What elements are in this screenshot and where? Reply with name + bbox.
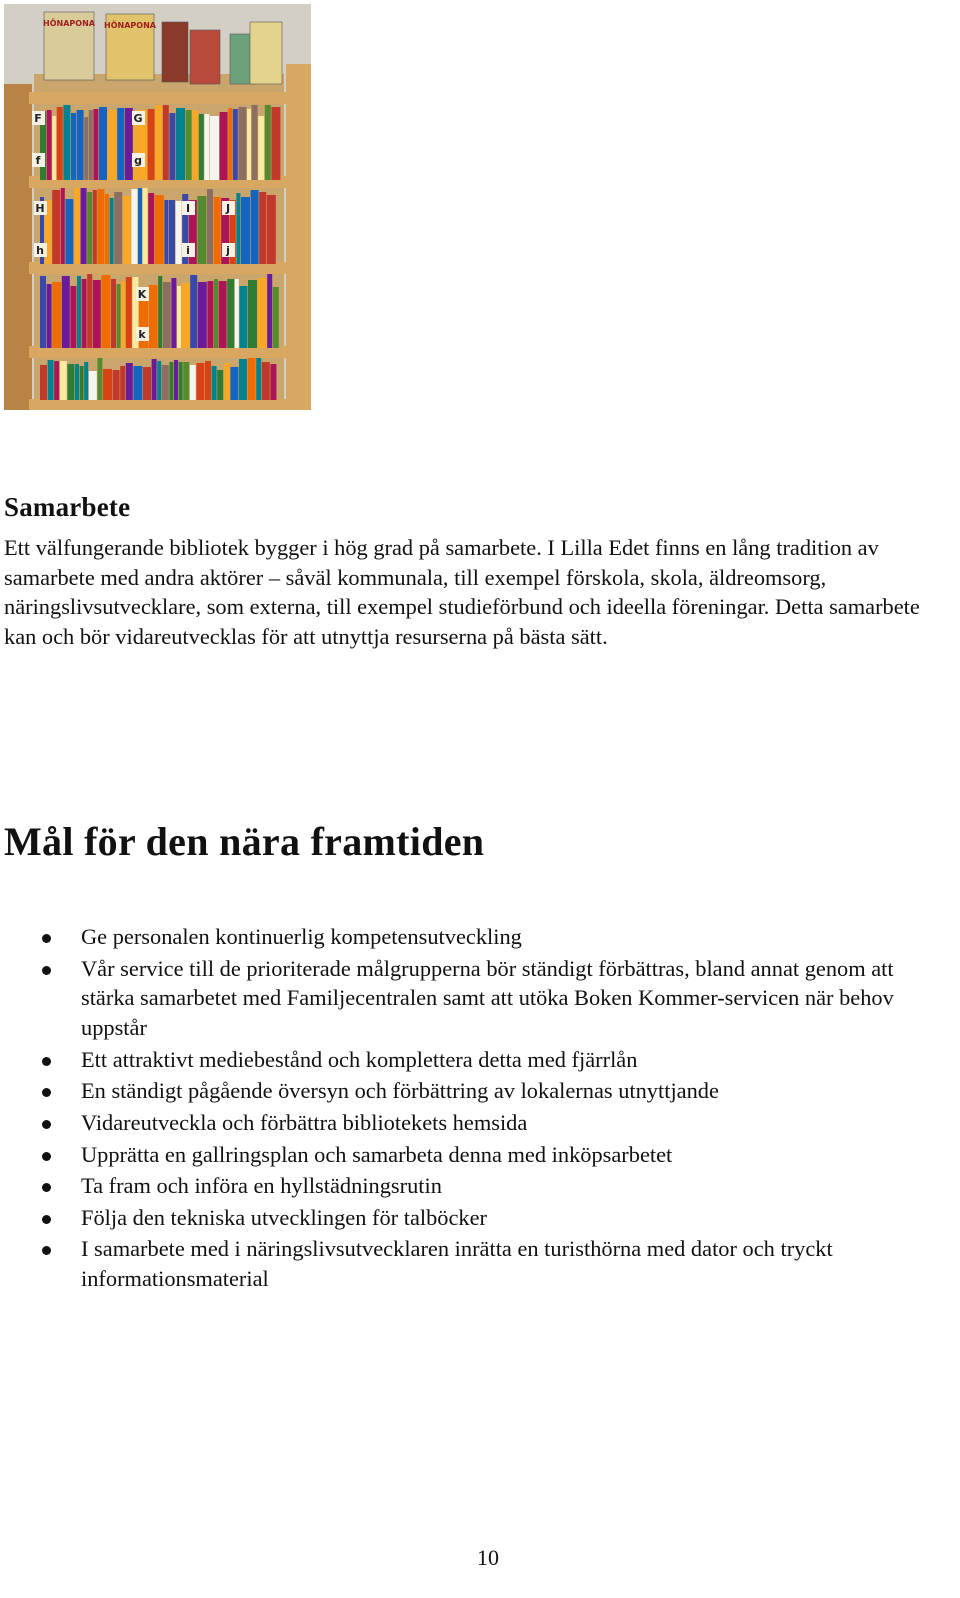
bullet-icon xyxy=(42,1057,51,1066)
book-spine xyxy=(157,361,161,400)
book-spine xyxy=(99,107,107,180)
goal-item-text: Ge personalen kontinuerlig kompetensutveckling xyxy=(81,924,522,949)
library-bookshelf-photo xyxy=(4,4,311,410)
book-spine xyxy=(164,200,168,264)
book-spine xyxy=(179,362,183,400)
book-spine xyxy=(47,284,52,348)
book-spine xyxy=(40,276,46,348)
book-spine xyxy=(265,105,271,180)
book-spine xyxy=(152,359,157,400)
book-cover xyxy=(162,22,188,82)
book-spine xyxy=(196,363,204,400)
bullet-icon xyxy=(42,1120,51,1129)
book-spine xyxy=(238,107,246,180)
book-spine xyxy=(52,282,61,348)
shelf-letter: j xyxy=(226,244,230,257)
book-spine xyxy=(174,360,178,400)
shelf-letter: H xyxy=(35,202,45,215)
book-spine xyxy=(93,109,98,180)
book-spine xyxy=(97,189,104,264)
book-spine xyxy=(138,188,142,264)
book-spine xyxy=(258,116,264,180)
book-spine xyxy=(239,286,247,348)
bullet-icon xyxy=(42,1215,51,1224)
book-spine xyxy=(67,364,74,400)
book-spine xyxy=(52,116,56,180)
goal-item-text: Vår service till de prioriterade målgrupperna bör ständigt förbättras, bland annat genom att stärka samarbetet med Familjecentralen samt att utöka Boken Kommer-servicen när behov uppstår xyxy=(81,955,894,1041)
book-cover xyxy=(190,30,220,84)
shelf-upright-left xyxy=(4,84,32,410)
shelf-letter: k xyxy=(138,328,146,341)
book-spine xyxy=(125,108,133,180)
book-spine xyxy=(199,114,204,180)
goal-item xyxy=(0,954,945,1043)
book-spine xyxy=(155,195,164,264)
book-spine xyxy=(214,197,221,264)
book-spine xyxy=(155,105,162,180)
bullet-icon xyxy=(42,1246,51,1255)
book-spine xyxy=(77,276,81,348)
book-spine xyxy=(93,280,101,348)
shelf-letter: J xyxy=(225,202,231,215)
book-spine xyxy=(233,109,238,180)
goal-item-text: Ta fram och införa en hyllstädningsrutin xyxy=(81,1173,442,1199)
book-spine xyxy=(183,362,189,400)
book-spine xyxy=(251,190,259,264)
book-spine xyxy=(60,361,67,400)
book-spine xyxy=(163,105,169,180)
book-spine xyxy=(198,282,207,348)
book-spine xyxy=(63,105,70,180)
book-spine xyxy=(204,114,209,180)
book-spine xyxy=(54,361,59,400)
book-spine xyxy=(121,281,125,348)
book-spine xyxy=(117,284,121,348)
shelf-letter: G xyxy=(133,112,143,125)
book-spine xyxy=(143,367,151,400)
goal-item xyxy=(0,1171,945,1201)
book-spine xyxy=(75,364,79,400)
book-spine xyxy=(224,363,230,400)
book-spine xyxy=(163,282,171,348)
book-spine xyxy=(114,192,122,264)
book-spine xyxy=(162,365,169,400)
book-spine xyxy=(267,195,276,264)
book-spine xyxy=(230,367,238,400)
book-spine xyxy=(270,364,276,400)
book-spine xyxy=(48,360,54,400)
book-spine xyxy=(113,370,120,400)
book-spine xyxy=(262,362,270,400)
book-spine xyxy=(74,188,80,264)
book-spine xyxy=(176,108,185,180)
goal-item xyxy=(0,1108,945,1138)
book-spine xyxy=(169,362,173,400)
book-spine xyxy=(258,278,267,348)
book-spine xyxy=(273,287,279,348)
book-spine xyxy=(171,278,176,348)
bullet-icon xyxy=(42,1088,51,1097)
book-spine xyxy=(65,199,73,264)
book-spine xyxy=(77,110,84,180)
shelf-board xyxy=(29,92,291,104)
book-spine xyxy=(267,274,272,348)
shelf-letter: I xyxy=(185,202,191,215)
book-spine xyxy=(84,117,88,180)
book-spine xyxy=(219,281,227,348)
book-spine xyxy=(71,113,76,180)
goal-item xyxy=(0,1234,945,1294)
book-spine xyxy=(105,194,109,264)
book-spine xyxy=(87,274,92,348)
book-spine xyxy=(40,365,47,400)
book-spine xyxy=(148,193,154,264)
book-spine xyxy=(62,276,70,348)
book-spine xyxy=(227,279,234,348)
book-spine xyxy=(47,110,52,180)
book-spine xyxy=(176,201,182,264)
book-spine xyxy=(177,286,181,348)
book-spine xyxy=(120,366,125,400)
goal-item xyxy=(0,1140,945,1170)
book-spine xyxy=(143,188,148,264)
book-spine xyxy=(207,281,213,348)
book-spine xyxy=(110,198,114,264)
book-spine xyxy=(259,192,266,264)
book-spine xyxy=(256,358,261,400)
book-spine xyxy=(57,107,63,180)
goal-item xyxy=(0,1045,945,1075)
book-spine xyxy=(217,370,223,400)
goal-item-text: Vidareutveckla och förbättra bibliotekets hemsida xyxy=(81,1109,528,1135)
goals-heading: Mål för den nära framtiden xyxy=(4,819,485,864)
book-spine xyxy=(89,110,93,180)
book-spine xyxy=(182,283,190,348)
book-spine xyxy=(158,276,162,348)
book-spine xyxy=(133,366,142,400)
shelf-letter: g xyxy=(134,154,142,167)
section-heading-samarbete: Samarbete xyxy=(4,492,131,522)
shelf-letter: f xyxy=(35,154,41,167)
book-spine xyxy=(123,196,131,264)
book-spine xyxy=(252,105,258,180)
book-spine xyxy=(126,277,132,348)
book-spine xyxy=(81,188,87,264)
book-spine xyxy=(87,192,92,264)
book-spine xyxy=(70,286,76,348)
bullet-icon xyxy=(42,1183,51,1192)
goal-item-text: Följa den tekniska utvecklingen för talböcker xyxy=(81,1204,488,1230)
book-spine xyxy=(89,371,97,400)
book-spine xyxy=(205,361,211,400)
book-spine xyxy=(186,110,192,180)
book-spine xyxy=(247,109,251,180)
book-spine xyxy=(131,189,137,264)
goal-item xyxy=(0,1203,945,1233)
book-spine xyxy=(192,110,198,180)
book-spine xyxy=(80,366,84,400)
page-number: 10 xyxy=(477,1545,499,1570)
bookshelf-illustration xyxy=(4,4,311,410)
goal-item xyxy=(0,922,945,952)
book-spine xyxy=(148,109,155,180)
book-spine xyxy=(97,358,102,400)
book-spine xyxy=(111,279,116,348)
book-spine xyxy=(190,275,197,348)
shelf-letter: i xyxy=(186,244,190,257)
book-spine xyxy=(61,188,65,264)
book-spine xyxy=(84,362,88,400)
book-spine xyxy=(82,279,87,348)
book-spine xyxy=(236,193,240,264)
goal-item xyxy=(0,1076,945,1106)
shelf-upright-right xyxy=(286,64,311,410)
book-spine xyxy=(214,279,218,348)
book-spine xyxy=(169,200,175,264)
book-spine xyxy=(220,112,228,180)
book-spine xyxy=(210,116,219,180)
book-spine xyxy=(197,196,206,264)
goal-item-text: I samarbete med i näringslivsutvecklaren inrätta en turisthörna med dator och tryckt informationsmaterial xyxy=(81,1236,833,1292)
book-spine xyxy=(52,190,60,264)
goal-item-text: Ett attraktivt mediebestånd och komplettera detta med fjärrlån xyxy=(81,1046,638,1072)
goals-list xyxy=(0,922,945,1296)
book-spine xyxy=(248,280,257,348)
book-spine xyxy=(235,279,239,348)
book-spine xyxy=(228,108,232,180)
shelf-board xyxy=(29,399,291,410)
book-spine xyxy=(133,116,137,180)
book-spine xyxy=(117,108,124,180)
goal-item-text: Upprätta en gallringsplan och samarbeta denna med inköpsarbetet xyxy=(81,1141,673,1167)
shelf-letter: F xyxy=(34,112,42,125)
book-spine xyxy=(207,189,213,264)
bullet-icon xyxy=(42,1152,51,1161)
book-spine xyxy=(248,358,256,400)
book-spine xyxy=(271,107,280,180)
book-spine xyxy=(93,190,97,264)
book-title: HÖNAPONA xyxy=(43,19,95,28)
samarbete-paragraph: Ett välfungerande bibliotek bygger i hög grad på samarbete. I Lilla Edet finns en lång tradition av samarbete med andra aktörer – såväl kommunala, till exempel förskola, skola, äldreomsorg, näringslivsutvecklare, som externa, till exempel studieförbund och ideella föreningar. Detta samarbete kan och bör vidareutvecklas för att utnyttja resurserna på bästa sätt. xyxy=(4,535,920,649)
bullet-icon xyxy=(42,934,51,943)
book-title: HÖNAPONA xyxy=(104,21,156,30)
book-spine xyxy=(239,359,247,400)
bullet-icon xyxy=(42,966,51,975)
book-spine xyxy=(212,366,217,400)
book-spine xyxy=(241,197,250,264)
shelf-letter: h xyxy=(36,244,44,257)
book-spine xyxy=(149,285,158,348)
book-spine xyxy=(190,365,196,400)
book-spine xyxy=(108,110,117,180)
book-spine xyxy=(169,113,175,180)
book-spine xyxy=(126,363,133,400)
book-spine xyxy=(103,369,112,400)
book-cover xyxy=(250,22,282,84)
shelf-letter: K xyxy=(137,288,147,301)
goal-item-text: En ständigt pågående översyn och förbättring av lokalernas utnyttjande xyxy=(81,1078,719,1104)
book-spine xyxy=(101,275,110,348)
